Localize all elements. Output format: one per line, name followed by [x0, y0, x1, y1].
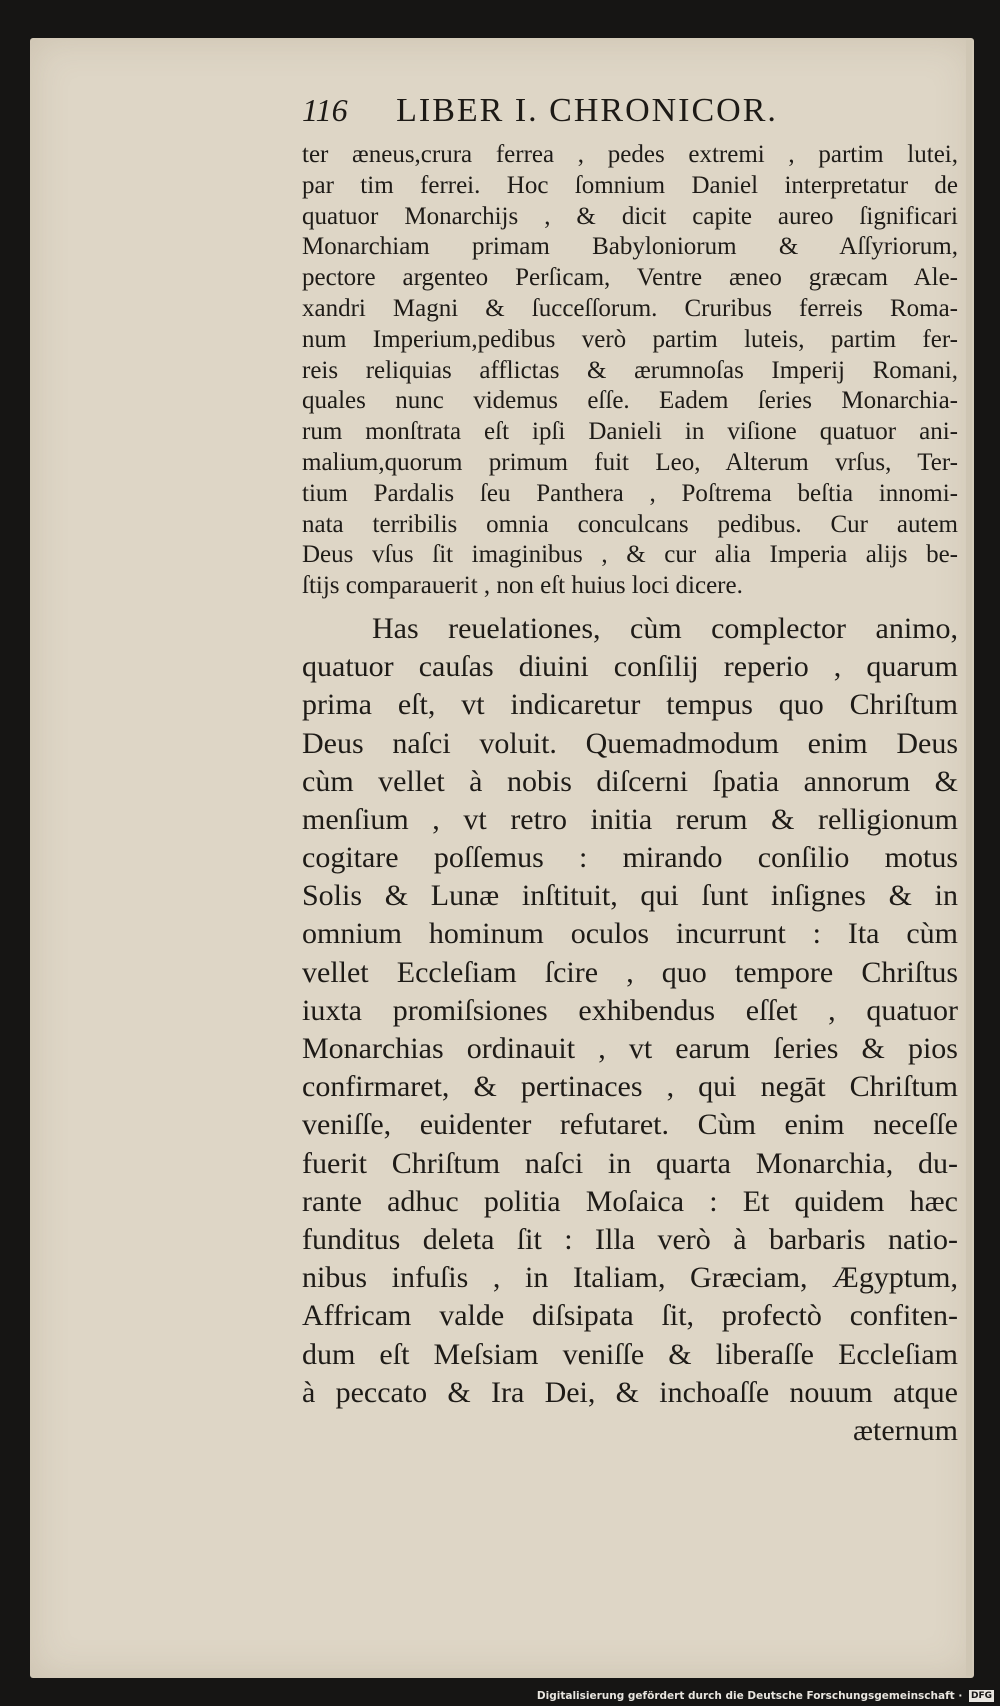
text-line: quatuor cauſas diuini conſilij reperio , quarum: [302, 650, 958, 684]
catchword: æternum: [853, 1413, 958, 1447]
page-edge: [966, 40, 972, 1676]
text-line: tium Pardalis ſeu Panthera , Poſtrema beſtia innomi-: [302, 479, 958, 507]
running-header: [302, 92, 862, 140]
text-line: malium,quorum primum fuit Leo, Alterum vrſus, Ter-: [302, 448, 958, 476]
text-line: Has reuelationes, cùm complector animo,: [372, 611, 958, 645]
text-line: nibus infuſis , in Italiam, Græciam, Ægyptum,: [302, 1261, 958, 1295]
paragraph-2: [302, 610, 958, 1450]
text-line: ſtijs comparauerit , non eſt huius loci dicere.: [302, 572, 743, 600]
text-line: funditus deleta ſit : Illa verò à barbaris natio-: [302, 1222, 958, 1256]
text-line: quales nunc videmus eſſe. Eadem ſeries Monarchia-: [302, 387, 958, 415]
page-number: 116: [302, 92, 348, 128]
text-line: par tim ferrei. Hoc ſomnium Daniel interpretatur de: [302, 171, 958, 199]
text-block: [302, 140, 958, 1450]
text-line: pectore argenteo Perſicam, Ventre æneo græcam Ale-: [302, 264, 958, 292]
text-line: Monarchiam primam Babyloniorum & Aſſyriorum,: [302, 233, 958, 261]
text-line: ter æneus,crura ferrea , pedes extremi , partim lutei,: [302, 141, 958, 168]
text-line: à peccato & Ira Dei, & inchoaſſe nouum atque: [302, 1375, 958, 1409]
text-line: Deus naſci voluit. Quemadmodum enim Deus: [302, 726, 958, 760]
text-line: cùm vellet à nobis diſcerni ſpatia annorum &: [302, 764, 958, 798]
text-line: num Imperium,pedibus verò partim luteis, partim fer-: [302, 325, 958, 353]
text-line: omnium hominum oculos incurrunt : Ita cùm: [302, 917, 958, 951]
text-line: quatuor Monarchijs , & dicit capite aureo ſignificari: [302, 202, 958, 230]
paragraph-1: [302, 140, 958, 602]
text-line: cogitare poſſemus : mirando conſilio motus: [302, 841, 958, 875]
text-line: veniſſe, euidenter refutaret. Cùm enim neceſſe: [302, 1108, 958, 1142]
text-line: reis reliquias afflictas & ærumnoſas Imperij Romani,: [302, 356, 958, 384]
text-line: rante adhuc politia Moſaica : Et quidem hæc: [302, 1184, 958, 1218]
text-line: Affricam valde diſsipata ſit, profectò confiten-: [302, 1299, 958, 1333]
text-line: confirmaret, & pertinaces , qui negāt Chriſtum: [302, 1070, 958, 1104]
text-line: rum monſtrata eſt ipſi Danieli in viſione quatuor ani-: [302, 418, 958, 446]
text-line: nata terribilis omnia conculcans pedibus. Cur autem: [302, 510, 958, 538]
dfg-logo: DFG: [970, 1691, 992, 1701]
running-title: LIBER I. CHRONICOR.: [396, 92, 778, 129]
digitization-credit: [0, 1688, 994, 1704]
text-line: Deus vſus ſit imaginibus , & cur alia Imperia alijs be-: [302, 541, 958, 569]
text-line: menſium , vt retro initia rerum & relligionum: [302, 802, 958, 836]
text-line: vellet Eccleſiam ſcire , quo tempore Chriſtus: [302, 955, 958, 989]
text-line: dum eſt Meſsiam veniſſe & liberaſſe Eccleſiam: [302, 1337, 958, 1371]
text-line: Solis & Lunæ inſtituit, qui ſunt inſignes & in: [302, 879, 958, 913]
text-line: Monarchias ordinauit , vt earum ſeries & pios: [302, 1032, 958, 1066]
credit-text: Digitalisierung gefördert durch die Deutsche Forschungsgemeinschaft ·: [536, 1690, 963, 1702]
text-line: fuerit Chriſtum naſci in quarta Monarchia, du-: [302, 1146, 958, 1180]
text-line: prima eſt, vt indicaretur tempus quo Chriſtum: [302, 688, 958, 722]
text-line: iuxta promiſsiones exhibendus eſſet , quatuor: [302, 993, 958, 1027]
text-line: xandri Magni & ſucceſſorum. Cruribus ferreis Roma-: [302, 294, 958, 322]
